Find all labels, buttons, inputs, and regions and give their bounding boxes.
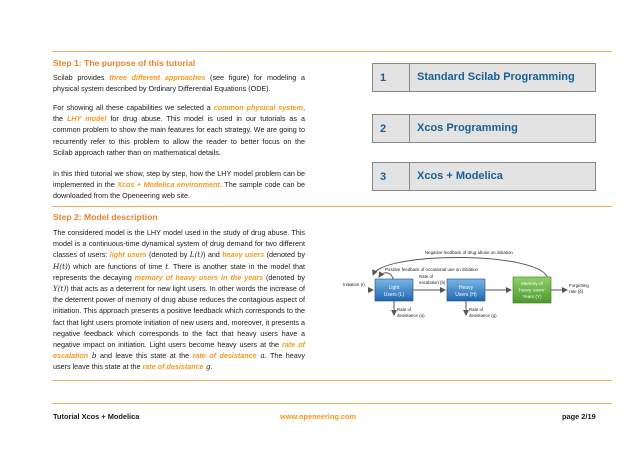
approach-number: 2 bbox=[373, 115, 410, 142]
footer-website-link[interactable]: www.openeering.com bbox=[280, 412, 357, 421]
heavy-users-label-2: Users (H) bbox=[455, 292, 477, 298]
desistance-a-label-1: Rate of bbox=[397, 307, 412, 312]
memory-label-1: Memory of bbox=[521, 281, 543, 286]
top-rule bbox=[52, 51, 612, 52]
desistance-g-label-1: Rate of bbox=[469, 307, 484, 312]
approach-number: 3 bbox=[373, 163, 410, 190]
approach-label: Xcos Programming bbox=[417, 122, 518, 134]
lhy-model-diagram bbox=[343, 245, 613, 345]
positive-feedback-label: Positive feedback of occasional use on initiation bbox=[385, 267, 478, 272]
memory-label-3: Years (Y) bbox=[522, 294, 542, 299]
escalation-label-1: Rate of bbox=[419, 274, 434, 279]
footer-rule bbox=[52, 403, 612, 404]
forgetting-label-1: Forgetting bbox=[569, 283, 589, 288]
step1-title: Step 1: The purpose of this tutorial bbox=[53, 58, 196, 68]
memory-label-2: heavy users' bbox=[519, 287, 545, 293]
negative-feedback-label: Negative feedback of drug abuse on initiation bbox=[425, 250, 513, 255]
footer-left: Tutorial Xcos + Modelica bbox=[53, 412, 140, 421]
initiation-label: Initiation (I) bbox=[343, 282, 365, 287]
desistance-a-label-2: desistance (a) bbox=[397, 313, 425, 318]
section-bottom-rule bbox=[52, 380, 612, 381]
positive-feedback-arrow bbox=[379, 273, 393, 279]
step2-title: Step 2: Model description bbox=[53, 212, 158, 222]
section-rule bbox=[52, 206, 612, 207]
step1-paragraph-3: In this third tutorial we show, step by step, how the LHY model problem can be implemented in the Xcos + Modelica environment. The sample code can be downloaded from the Openeering web site. bbox=[53, 169, 305, 201]
light-users-label-2: Users (L) bbox=[383, 292, 405, 298]
approach-label: Standard Scilab Programming bbox=[417, 71, 575, 83]
desistance-g-label-2: desistance (g) bbox=[469, 313, 497, 318]
light-users-label-1: Light bbox=[388, 285, 400, 291]
escalation-label-2: escalation (b) bbox=[419, 280, 446, 285]
approach-label: Xcos + Modelica bbox=[417, 170, 503, 182]
footer-page-number: page 2/19 bbox=[562, 412, 596, 421]
step1-paragraph-2: For showing all these capabilities we selected a common physical system, the LHY model for drug abuse. This model is used in our tutorials as a common problem to show the main features for each strategy. We are going to recurrently refer to this problem to allow the reader to better focus on the Scilab approach rather than on mathematical details. bbox=[53, 103, 306, 157]
approach-box-3 bbox=[372, 162, 596, 191]
approach-box-1 bbox=[372, 63, 596, 92]
heavy-users-label-1: Heavy bbox=[458, 285, 474, 291]
approach-box-2 bbox=[372, 114, 596, 143]
forgetting-label-2: rate (δ) bbox=[569, 289, 584, 294]
step1-paragraph-1: Scilab provides three different approaches (see figure) for modeling a physical system described by Ordinary Differential Equations (ODE). bbox=[53, 73, 305, 94]
approach-number: 1 bbox=[373, 64, 410, 91]
step2-paragraph: The considered model is the LHY model used in the study of drug abuse. This model is a continuous-time dynamical system of drug demand for two different classes of users: light users (denoted by L(t)) and heavy users (denoted by H(t)) which are functions of time t. There is another state in the model that represents the decaying memory of heavy users in the years (denoted by Y(t)) that acts as a deterrent for new light users. In other words the increase of the deterrent power of memory of drug abuse reduces the contagious aspect of initiation. This approach presents a positive feedback which corresponds to the fact that light users promote initiation of new users and, moreover, it presents a negative feedback which corresponds to the fact that heavy users have a negative impact on initiation. Light users become heavy users at the rate of escalation b and leave this state at the rate of desistance a. The heavy users leave this state at the rate of desistance g. bbox=[53, 228, 305, 372]
